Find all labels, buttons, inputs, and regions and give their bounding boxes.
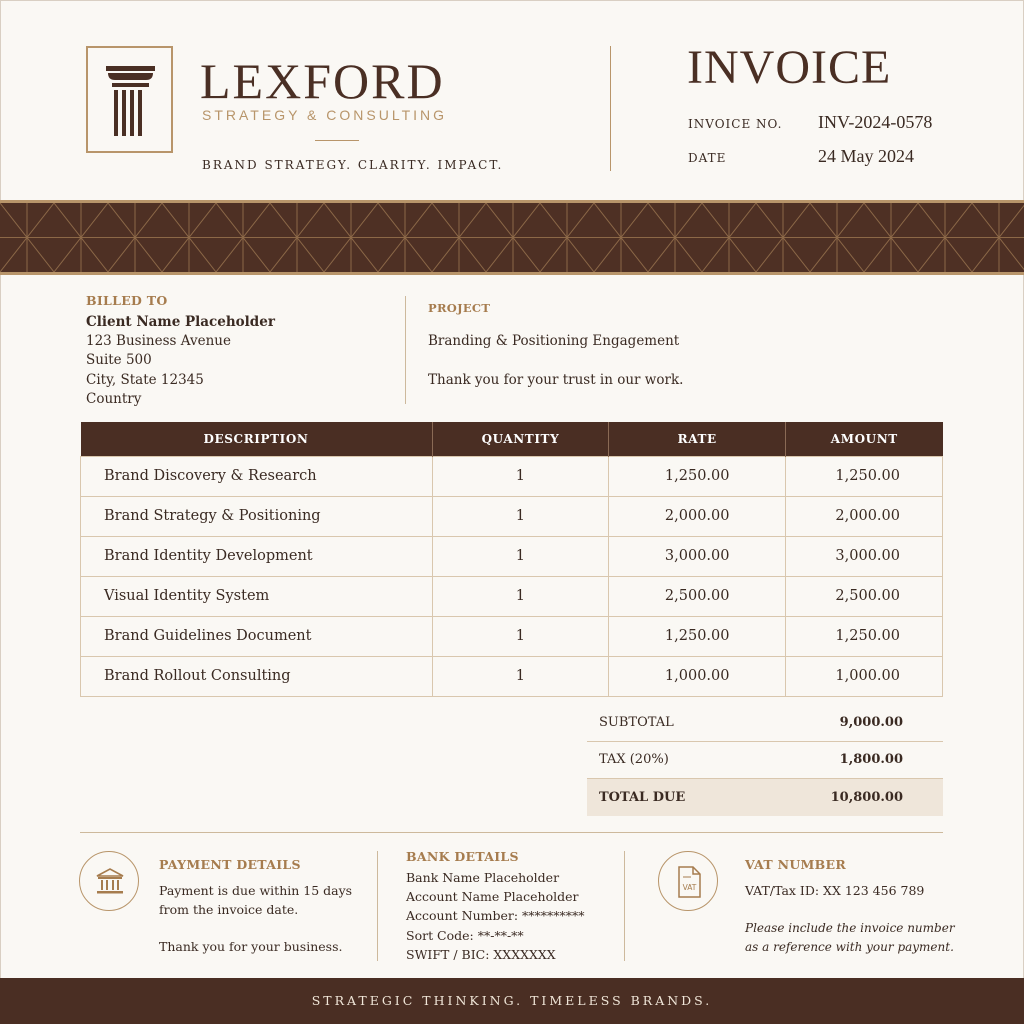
footer-divider	[80, 832, 943, 833]
project-note: Thank you for your trust in our work.	[428, 372, 684, 388]
client-address-line2: Suite 500	[86, 352, 152, 368]
item-amount: 1,000.00	[786, 656, 943, 696]
item-description: Brand Identity Development	[81, 536, 433, 576]
column-header-quantity: QUANTITY	[432, 422, 609, 456]
sort-code: Sort Code: **-**-**	[406, 928, 524, 943]
vat-icon-text: VAT	[682, 883, 697, 892]
item-quantity: 1	[432, 456, 609, 496]
vat-number-value: VAT/Tax ID: XX 123 456 789	[745, 883, 925, 898]
item-quantity: 1	[432, 536, 609, 576]
client-name: Client Name Placeholder	[86, 314, 275, 330]
item-description: Brand Strategy & Positioning	[81, 496, 433, 536]
table-row	[81, 456, 943, 496]
brand-tagline: BRAND STRATEGY. CLARITY. IMPACT.	[202, 158, 504, 172]
client-address-line1: 123 Business Avenue	[86, 333, 231, 349]
invoice-number-label: INVOICE NO.	[688, 117, 783, 131]
item-rate: 2,000.00	[609, 496, 786, 536]
billed-to-label: BILLED TO	[86, 293, 168, 308]
table-row	[81, 656, 943, 696]
table-row	[81, 496, 943, 536]
table-row	[81, 616, 943, 656]
brand-name: LEXFORD	[200, 53, 445, 109]
item-amount: 2,000.00	[786, 496, 943, 536]
item-amount: 3,000.00	[786, 536, 943, 576]
vat-number-label: VAT NUMBER	[745, 857, 847, 872]
project-label: PROJECT	[428, 301, 491, 315]
item-amount: 1,250.00	[786, 616, 943, 656]
pattern-band	[0, 200, 1024, 275]
payment-terms-line2: from the invoice date.	[159, 902, 299, 917]
item-rate: 1,250.00	[609, 616, 786, 656]
item-amount: 1,250.00	[786, 456, 943, 496]
project-name: Branding & Positioning Engagement	[428, 333, 680, 349]
geometric-pattern	[0, 203, 1024, 272]
invoice-date-value: 24 May 2024	[818, 146, 914, 166]
item-description: Brand Discovery & Research	[81, 456, 433, 496]
item-quantity: 1	[432, 656, 609, 696]
footer-slogan: STRATEGIC THINKING. TIMELESS BRANDS.	[311, 993, 713, 1008]
item-description: Visual Identity System	[81, 576, 433, 616]
account-name: Account Name Placeholder	[406, 889, 579, 904]
billing-divider	[405, 296, 406, 404]
subtotal-value: 9,000.00	[839, 715, 903, 730]
payment-terms-line1: Payment is due within 15 days	[159, 883, 353, 898]
tax-row	[587, 741, 943, 778]
total-due-value: 10,800.00	[830, 790, 903, 805]
bank-details-label: BANK DETAILS	[406, 849, 519, 864]
total-due-row	[587, 779, 943, 816]
vat-document-icon	[674, 866, 704, 898]
item-quantity: 1	[432, 576, 609, 616]
vat-icon-badge	[658, 851, 718, 911]
tax-label: TAX (20%)	[599, 752, 669, 767]
tax-value: 1,800.00	[839, 752, 903, 767]
total-due-label: TOTAL DUE	[599, 790, 686, 805]
client-address-line3: City, State 12345	[86, 372, 204, 388]
footer-divider-1	[377, 851, 378, 961]
column-header-description: DESCRIPTION	[81, 422, 433, 456]
item-quantity: 1	[432, 496, 609, 536]
item-rate: 3,000.00	[609, 536, 786, 576]
payment-details-label: PAYMENT DETAILS	[159, 857, 301, 872]
item-rate: 1,250.00	[609, 456, 786, 496]
item-amount: 2,500.00	[786, 576, 943, 616]
subtotal-label: SUBTOTAL	[599, 715, 674, 730]
column-header-amount: AMOUNT	[786, 422, 943, 456]
item-description: Brand Guidelines Document	[81, 616, 433, 656]
table-row	[81, 536, 943, 576]
brand-subtitle: STRATEGY & CONSULTING	[202, 107, 448, 123]
vat-note-line1: Please include the invoice number	[745, 921, 955, 935]
header-divider	[610, 46, 611, 171]
bank-icon	[95, 866, 125, 896]
footer-divider-2	[624, 851, 625, 961]
bank-name: Bank Name Placeholder	[406, 870, 560, 885]
table-header-row	[81, 422, 943, 456]
item-description: Brand Rollout Consulting	[81, 656, 433, 696]
vat-note-line2: as a reference with your payment.	[745, 940, 954, 954]
item-quantity: 1	[432, 616, 609, 656]
brand-divider	[315, 140, 359, 141]
table-row	[81, 576, 943, 616]
subtotal-row	[587, 704, 943, 741]
item-rate: 1,000.00	[609, 656, 786, 696]
item-rate: 2,500.00	[609, 576, 786, 616]
line-items-table	[80, 422, 943, 697]
account-number: Account Number: **********	[406, 908, 585, 923]
payment-icon-badge	[79, 851, 139, 911]
swift-bic: SWIFT / BIC: XXXXXXX	[406, 947, 556, 962]
invoice-title: INVOICE	[687, 41, 892, 94]
column-icon	[104, 66, 157, 137]
client-address-line4: Country	[86, 391, 142, 407]
column-header-rate: RATE	[609, 422, 786, 456]
invoice-number-value: INV-2024-0578	[818, 112, 933, 132]
payment-thanks: Thank you for your business.	[159, 939, 343, 954]
logo	[86, 46, 173, 153]
invoice-date-label: DATE	[688, 151, 727, 165]
